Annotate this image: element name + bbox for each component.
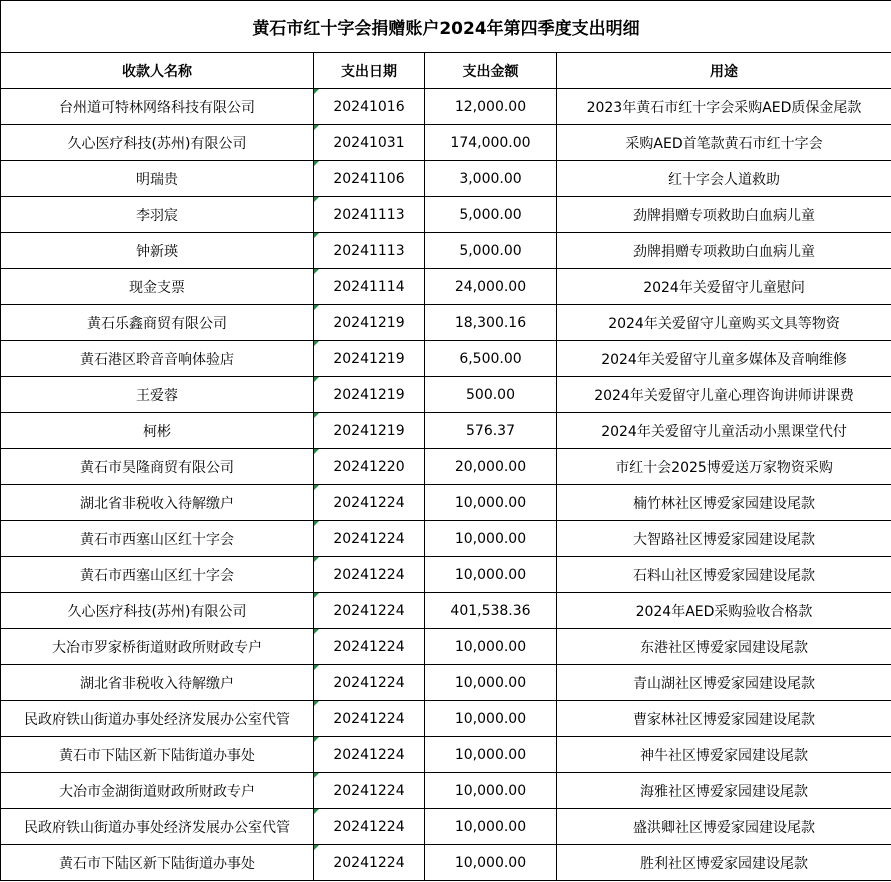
header-date[interactable]: 支出日期 <box>314 53 425 89</box>
payee-cell[interactable]: 黄石乐鑫商贸有限公司 <box>1 305 314 341</box>
table-row <box>1 773 891 809</box>
table-row <box>1 809 891 845</box>
table-row <box>1 125 891 161</box>
date-cell[interactable]: 20241220 <box>314 449 425 485</box>
table-row <box>1 593 891 629</box>
date-cell[interactable]: 20241219 <box>314 377 425 413</box>
amount-cell[interactable]: 174,000.00 <box>425 125 557 161</box>
table-row <box>1 557 891 593</box>
header-amount[interactable]: 支出金额 <box>425 53 557 89</box>
date-cell[interactable]: 20241224 <box>314 737 425 773</box>
table-row <box>1 629 891 665</box>
table-row <box>1 485 891 521</box>
purpose-cell[interactable]: 2024年关爱留守儿童购买文具等物资 <box>557 305 891 341</box>
header-row <box>1 53 891 89</box>
date-cell[interactable]: 20241224 <box>314 773 425 809</box>
payee-cell[interactable]: 民政府铁山街道办事处经济发展办公室代管 <box>1 809 314 845</box>
amount-cell[interactable]: 10,000.00 <box>425 773 557 809</box>
table-row <box>1 413 891 449</box>
payee-cell[interactable]: 湖北省非税收入待解缴户 <box>1 485 314 521</box>
amount-cell[interactable]: 6,500.00 <box>425 341 557 377</box>
purpose-cell[interactable]: 曹家林社区博爱家园建设尾款 <box>557 701 891 737</box>
date-cell[interactable]: 20241224 <box>314 557 425 593</box>
table-row <box>1 341 891 377</box>
amount-cell[interactable]: 10,000.00 <box>425 629 557 665</box>
payee-cell[interactable]: 黄石市下陆区新下陆街道办事处 <box>1 845 314 881</box>
amount-cell[interactable]: 10,000.00 <box>425 701 557 737</box>
date-cell[interactable]: 20241114 <box>314 269 425 305</box>
payee-cell[interactable]: 久心医疗科技(苏州)有限公司 <box>1 125 314 161</box>
table-row <box>1 197 891 233</box>
date-cell[interactable]: 20241031 <box>314 125 425 161</box>
purpose-cell[interactable]: 2024年AED采购验收合格款 <box>557 593 891 629</box>
table-row <box>1 269 891 305</box>
payee-cell[interactable]: 大冶市金湖街道财政所财政专户 <box>1 773 314 809</box>
purpose-cell[interactable]: 2024年关爱留守儿童慰问 <box>557 269 891 305</box>
payee-cell[interactable]: 钟新瑛 <box>1 233 314 269</box>
title-row <box>1 1 891 53</box>
amount-cell[interactable]: 10,000.00 <box>425 521 557 557</box>
purpose-cell[interactable]: 2023年黄石市红十字会采购AED质保金尾款 <box>557 89 891 125</box>
table-row <box>1 665 891 701</box>
date-cell[interactable]: 20241224 <box>314 701 425 737</box>
table-row <box>1 377 891 413</box>
purpose-cell[interactable]: 红十字会人道救助 <box>557 161 891 197</box>
purpose-cell[interactable]: 劲牌捐赠专项救助白血病儿童 <box>557 197 891 233</box>
table-row <box>1 161 891 197</box>
purpose-cell[interactable]: 市红十会2025博爱送万家物资采购 <box>557 449 891 485</box>
date-cell[interactable]: 20241113 <box>314 197 425 233</box>
amount-cell[interactable]: 10,000.00 <box>425 557 557 593</box>
amount-cell[interactable]: 12,000.00 <box>425 89 557 125</box>
amount-cell[interactable]: 20,000.00 <box>425 449 557 485</box>
purpose-cell[interactable]: 采购AED首笔款黄石市红十字会 <box>557 125 891 161</box>
date-cell[interactable]: 20241016 <box>314 89 425 125</box>
payee-cell[interactable]: 柯彬 <box>1 413 314 449</box>
date-cell[interactable]: 20241224 <box>314 845 425 881</box>
payee-cell[interactable]: 黄石港区聆音音响体验店 <box>1 341 314 377</box>
date-cell[interactable]: 20241219 <box>314 305 425 341</box>
amount-cell[interactable]: 401,538.36 <box>425 593 557 629</box>
amount-cell[interactable]: 10,000.00 <box>425 845 557 881</box>
payee-cell[interactable]: 李羽宸 <box>1 197 314 233</box>
amount-cell[interactable]: 5,000.00 <box>425 197 557 233</box>
purpose-cell[interactable]: 楠竹林社区博爱家园建设尾款 <box>557 485 891 521</box>
table-row <box>1 305 891 341</box>
amount-cell[interactable]: 576.37 <box>425 413 557 449</box>
payee-cell[interactable]: 黄石市西塞山区红十字会 <box>1 557 314 593</box>
table-row <box>1 701 891 737</box>
amount-cell[interactable]: 5,000.00 <box>425 233 557 269</box>
payee-cell[interactable]: 明瑞贵 <box>1 161 314 197</box>
date-cell[interactable]: 20241224 <box>314 521 425 557</box>
purpose-cell[interactable]: 大智路社区博爱家园建设尾款 <box>557 521 891 557</box>
amount-cell[interactable]: 10,000.00 <box>425 485 557 521</box>
payee-cell[interactable]: 王爱蓉 <box>1 377 314 413</box>
amount-cell[interactable]: 10,000.00 <box>425 737 557 773</box>
purpose-cell[interactable]: 2024年关爱留守儿童心理咨询讲师讲课费 <box>557 377 891 413</box>
amount-cell[interactable]: 10,000.00 <box>425 809 557 845</box>
payee-cell[interactable]: 民政府铁山街道办事处经济发展办公室代管 <box>1 701 314 737</box>
table-row <box>1 233 891 269</box>
purpose-cell[interactable]: 2024年关爱留守儿童多媒体及音响维修 <box>557 341 891 377</box>
table-row <box>1 737 891 773</box>
purpose-cell[interactable]: 东港社区博爱家园建设尾款 <box>557 629 891 665</box>
purpose-cell[interactable]: 青山湖社区博爱家园建设尾款 <box>557 665 891 701</box>
date-cell[interactable]: 20241224 <box>314 629 425 665</box>
sheet-title[interactable]: 黄石市红十字会捐赠账户2024年第四季度支出明细 <box>1 1 891 53</box>
purpose-cell[interactable]: 劲牌捐赠专项救助白血病儿童 <box>557 233 891 269</box>
payee-cell[interactable]: 大冶市罗家桥街道财政所财政专户 <box>1 629 314 665</box>
purpose-cell[interactable]: 盛洪卿社区博爱家园建设尾款 <box>557 809 891 845</box>
payee-cell[interactable]: 久心医疗科技(苏州)有限公司 <box>1 593 314 629</box>
payee-cell[interactable]: 黄石市昊隆商贸有限公司 <box>1 449 314 485</box>
table-row <box>1 449 891 485</box>
payee-cell[interactable]: 台州道可特林网络科技有限公司 <box>1 89 314 125</box>
payee-cell[interactable]: 黄石市西塞山区红十字会 <box>1 521 314 557</box>
amount-cell[interactable]: 10,000.00 <box>425 665 557 701</box>
date-cell[interactable]: 20241224 <box>314 665 425 701</box>
purpose-cell[interactable]: 2024年关爱留守儿童活动小黑课堂代付 <box>557 413 891 449</box>
header-payee[interactable]: 收款人名称 <box>1 53 314 89</box>
amount-cell[interactable]: 3,000.00 <box>425 161 557 197</box>
purpose-cell[interactable]: 海雅社区博爱家园建设尾款 <box>557 773 891 809</box>
amount-cell[interactable]: 18,300.16 <box>425 305 557 341</box>
table-row <box>1 89 891 125</box>
purpose-cell[interactable]: 胜利社区博爱家园建设尾款 <box>557 845 891 881</box>
purpose-cell[interactable]: 神牛社区博爱家园建设尾款 <box>557 737 891 773</box>
payee-cell[interactable]: 湖北省非税收入待解缴户 <box>1 665 314 701</box>
date-cell[interactable]: 20241106 <box>314 161 425 197</box>
payee-cell[interactable]: 黄石市下陆区新下陆街道办事处 <box>1 737 314 773</box>
date-cell[interactable]: 20241113 <box>314 233 425 269</box>
header-purpose[interactable]: 用途 <box>557 53 891 89</box>
table-row <box>1 845 891 881</box>
amount-cell[interactable]: 24,000.00 <box>425 269 557 305</box>
date-cell[interactable]: 20241219 <box>314 413 425 449</box>
amount-cell[interactable]: 500.00 <box>425 377 557 413</box>
payee-cell[interactable]: 现金支票 <box>1 269 314 305</box>
date-cell[interactable]: 20241224 <box>314 809 425 845</box>
purpose-cell[interactable]: 石料山社区博爱家园建设尾款 <box>557 557 891 593</box>
date-cell[interactable]: 20241219 <box>314 341 425 377</box>
date-cell[interactable]: 20241224 <box>314 593 425 629</box>
date-cell[interactable]: 20241224 <box>314 485 425 521</box>
table-row <box>1 521 891 557</box>
